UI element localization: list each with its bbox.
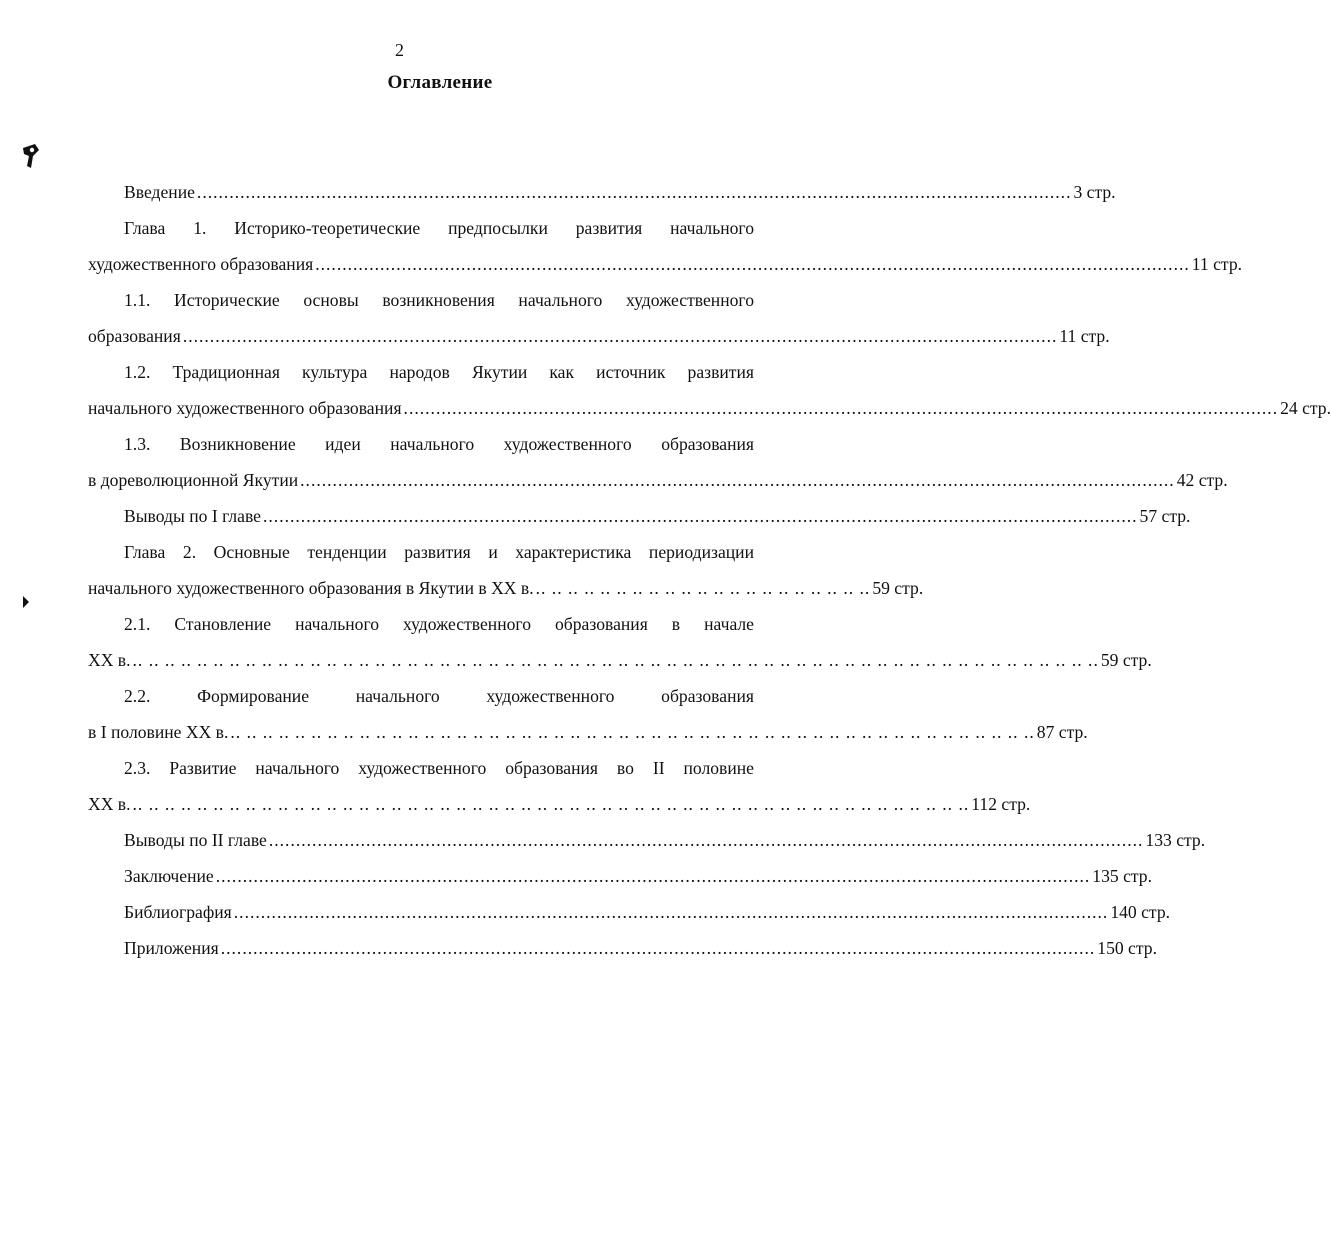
toc-entry-chapter-1: Глава 1. Историко-теоретические предпосылки развития начального <box>124 218 754 238</box>
toc-entry-section-1-2: 1.2. Традиционная культура народов Якутии как источник развития <box>124 362 754 382</box>
toc-entry-label: в дореволюционной Якутии <box>88 470 299 490</box>
toc-entry-section-2-2-cont <box>88 720 1088 744</box>
toc-entry-chapter-2-cont <box>88 576 924 600</box>
dot-leader: .................................................................................................................................................................. <box>182 326 1058 346</box>
page-title: Оглавление <box>387 72 493 93</box>
toc-entry-label: XX в. <box>88 794 131 814</box>
toc-entry-label: Приложения <box>124 938 219 958</box>
dot-leader: .................................................................................................................................................................. <box>403 398 1279 418</box>
toc-entry-label: XX в. <box>88 650 131 670</box>
toc-entry-label: начального художественного образования в Якутии в XX в. <box>88 578 534 598</box>
toc-entry-label: Библиография <box>124 902 232 922</box>
toc-entry-bibliography <box>124 900 1171 924</box>
toc-entry-page: 112 стр. <box>971 794 1031 814</box>
toc-entry-section-1-1: 1.1. Исторические основы возникновения начального художественного <box>124 290 754 310</box>
toc-entry-page: 59 стр. <box>1100 650 1152 670</box>
margin-ink-mark <box>21 142 41 170</box>
toc-entry-page: 133 стр. <box>1145 830 1206 850</box>
toc-entry-chapter-1-cont <box>88 252 1243 276</box>
dot-leader: .. .. .. .. .. .. .. .. .. .. .. .. .. .. .. .. .. .. .. .. .. .. .. .. .. .. .. .. .. .. .. .. .. .. .. .. .. .. .. .. .. .. .. .. .. .. .. .. .. .. <box>230 722 1035 742</box>
toc-entry-appendices <box>124 936 1157 960</box>
dot-leader: .................................................................................................................................................................. <box>268 830 1144 850</box>
toc-entry-page: 57 стр. <box>1139 506 1191 526</box>
dot-leader: .................................................................................................................................................................. <box>196 182 1072 202</box>
toc-entry-conclusions-1 <box>124 504 1191 528</box>
toc-entry-label: Введение <box>124 182 195 202</box>
dot-leader: .. .. .. .. .. .. .. .. .. .. .. .. .. .. .. .. .. .. .. .. .. .. .. .. .. .. .. .. .. .. .. .. .. .. .. .. .. .. .. .. .. .. .. .. .. .. .. .. .. .. .. .. <box>132 794 970 814</box>
toc-entry-section-2-3: 2.3. Развитие начального художественного образования во II половине <box>124 758 754 778</box>
toc-entry-page: 135 стр. <box>1092 866 1152 886</box>
dot-leader: .................................................................................................................................................................. <box>220 938 1096 958</box>
toc-entry-section-1-3-cont <box>88 468 1228 492</box>
toc-entry-page: 11 стр. <box>1059 326 1110 346</box>
toc-entry-section-2-1-cont <box>88 648 1152 672</box>
toc-entry-page: 11 стр. <box>1191 254 1243 274</box>
toc-entry-section-1-3: 1.3. Возникновение идеи начального художественного образования <box>124 434 754 454</box>
toc-entry-section-2-1: 2.1. Становление начального художественного образования в начале <box>124 614 754 634</box>
page-number: 2 <box>395 40 404 60</box>
toc-entry-section-2-3-cont <box>88 792 1031 816</box>
toc-entry-chapter-2: Глава 2. Основные тенденции развития и характеристика периодизации <box>124 542 754 562</box>
toc-entry-conclusions-2 <box>124 828 1206 852</box>
toc-entry-section-1-2-cont <box>88 396 1331 420</box>
dot-leader: .. .. .. .. .. .. .. .. .. .. .. .. .. .. .. .. .. .. .. .. .. <box>535 578 871 598</box>
toc-entry-page: 140 стр. <box>1110 902 1171 922</box>
dot-leader: .................................................................................................................................................................. <box>315 254 1190 274</box>
toc-entry-page: 3 стр. <box>1073 182 1116 202</box>
toc-entry-label: начального художественного образования <box>88 398 402 418</box>
dot-leader: .. .. .. .. .. .. .. .. .. .. .. .. .. .. .. .. .. .. .. .. .. .. .. .. .. .. .. .. .. .. .. .. .. .. .. .. .. .. .. .. .. .. .. .. .. .. .. .. .. .. .. .. .. .. .. .. .. .. .. .. <box>132 650 1099 670</box>
toc-entry-page: 150 стр. <box>1097 938 1157 958</box>
toc-entry-section-2-2: 2.2. Формирование начального художественного образования <box>124 686 754 706</box>
dot-leader: .................................................................................................................................................................. <box>233 902 1109 922</box>
dot-leader: .................................................................................................................................................................. <box>263 506 1138 526</box>
toc-entry-page: 42 стр. <box>1176 470 1228 490</box>
toc-entry-section-1-1-cont <box>88 324 1110 348</box>
toc-entry-page: 87 стр. <box>1036 722 1088 742</box>
toc-entry-page: 24 стр. <box>1280 398 1331 418</box>
toc-entry-label: в I половине XX в. <box>88 722 229 742</box>
dot-leader: .................................................................................................................................................................. <box>300 470 1175 490</box>
toc-entry-label: Выводы по I главе <box>124 506 261 526</box>
toc-entry-label: Заключение <box>124 866 214 886</box>
toc-entry-label: художественного образования <box>88 254 314 274</box>
margin-arrow-mark <box>23 596 29 608</box>
toc-entry-intro <box>124 180 1116 204</box>
toc-entry-label: образования <box>88 326 181 346</box>
toc-entry-conclusion <box>124 864 1152 888</box>
dot-leader: .................................................................................................................................................................. <box>215 866 1091 886</box>
toc-entry-page: 59 стр. <box>872 578 924 598</box>
toc-entry-label: Выводы по II главе <box>124 830 267 850</box>
